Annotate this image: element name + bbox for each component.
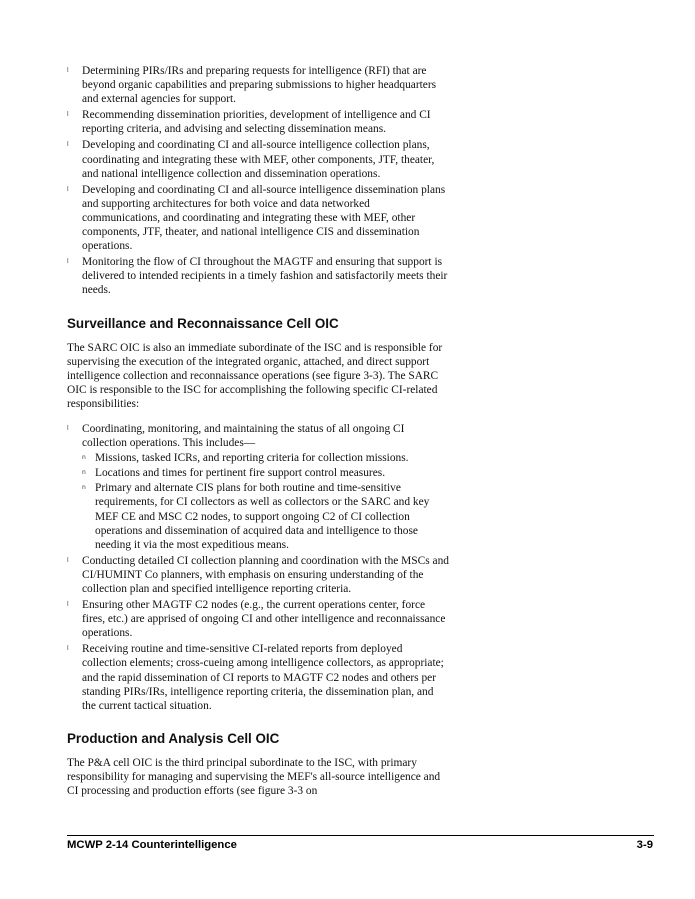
sub-list-item-text: Missions, tasked ICRs, and reporting criteria for collection missions. [95, 452, 409, 465]
section-heading-sarc: Surveillance and Reconnaissance Cell OIC [67, 315, 339, 331]
sub-list-item [82, 466, 450, 480]
page-body [67, 64, 450, 809]
bullet-marker: l [67, 258, 69, 266]
list-item [67, 255, 450, 297]
footer-publication-title: MCWP 2-14 Counterintelligence [67, 839, 237, 851]
sub-bullet-marker: n [82, 454, 86, 462]
footer-divider [67, 835, 654, 836]
list-item [67, 108, 450, 136]
bullet-marker: l [67, 67, 69, 74]
sub-bullet-marker: n [82, 469, 86, 477]
sarc-paragraph: The SARC OIC is also an immediate subordinate of the ISC and is responsible for supervising the execution of the integrated organic, attached, and direct support intelligence collection and reconnaissance operations (see figure 3-3). The SARC OIC is responsible to the ISC for accomplishing the following specific CI-related responsibilities: [67, 341, 443, 410]
bullet-marker: l [67, 601, 69, 609]
sarc-responsibilities-list [67, 422, 450, 713]
responsibilities-list [67, 64, 450, 298]
list-item [67, 138, 450, 180]
footer-page-number: 3-9 [636, 839, 653, 851]
bullet-marker: l [67, 185, 69, 193]
bullet-marker: l [67, 111, 69, 119]
list-item [67, 183, 450, 253]
list-item-text: Developing and coordinating CI and all-source intelligence dissemination plans and supporting architectures for both voice and data networked communications, and coordinating and integrating these with MEF, other components, JTF, theater, and national intelligence CIS and dissemination operations. [82, 183, 446, 253]
section-heading-pa: Production and Analysis Cell OIC [67, 730, 280, 746]
list-item [67, 554, 450, 596]
bullet-marker: l [67, 645, 69, 653]
sub-list-item [82, 451, 450, 465]
pa-paragraph: The P&A cell OIC is the third principal subordinate to the ISC, with primary responsibility for managing and supervising the MEF's all-source intelligence and CI processing and production efforts (see figure 3-3 on [67, 756, 441, 798]
list-item [67, 642, 450, 712]
bullet-marker: l [67, 556, 69, 564]
list-item [67, 598, 450, 640]
list-item-text: Receiving routine and time-sensitive CI-related reports from deployed collection elements; cross-cueing among intelligence collectors, as appropriate; and the rapid dissemination of CI reports to MAGTF C2 nodes and others per standing PIRs/IRs, intelligence reporting criteria, the dissemination plan, and the current tactical situation. [82, 643, 444, 712]
sub-list-item-text: Locations and times for pertinent fire support control measures. [95, 467, 386, 480]
list-item-text: Recommending dissemination priorities, development of intelligence and CI reporting criteria, and advising and selecting dissemination means. [82, 109, 431, 136]
bullet-marker: l [67, 424, 69, 432]
sub-list [82, 451, 450, 552]
sub-bullet-marker: n [82, 484, 86, 492]
list-item-text: Coordinating, monitoring, and maintaining the status of all ongoing CI collection operations. This includes— [82, 422, 405, 450]
list-item-text: Ensuring other MAGTF C2 nodes (e.g., the current operations center, force fires, etc.) are apprised of ongoing CI and other intelligence and reconnaissance operations. [82, 599, 446, 640]
list-item-text: Monitoring the flow of CI throughout the MAGTF and ensuring that support is delivered to intended recipients in a timely fashion and satisfactorily meets their needs. [82, 256, 448, 297]
list-item-text: Conducting detailed CI collection planning and coordination with the MSCs and CI/HUMINT Co planners, with emphasis on ensuring understanding of the collection plan and specified intelligence reporting criteria. [82, 554, 449, 595]
list-item [67, 64, 450, 106]
list-item-text: Developing and coordinating CI and all-source intelligence collection plans, coordinating and integrating these with MEF, other components, JTF, theater, and national intelligence collection and dissemination operations. [82, 139, 435, 180]
sub-list-item-text: Primary and alternate CIS plans for both routine and time-sensitive requirements, for CI collectors as well as collectors or the SARC and key MEF CE and MSC C2 nodes, to support ongoing C2 of CI collection operations and dissemination of acquired data and intelligence to those needing it via the most expeditious means. [95, 482, 430, 551]
sub-list-item [82, 481, 450, 551]
list-item-text: Determining PIRs/IRs and preparing requests for intelligence (RFI) that are beyond organic capabilities and preparing submissions to higher headquarters and external agencies for support. [82, 65, 437, 106]
bullet-marker: l [67, 141, 69, 149]
list-item [67, 422, 450, 552]
